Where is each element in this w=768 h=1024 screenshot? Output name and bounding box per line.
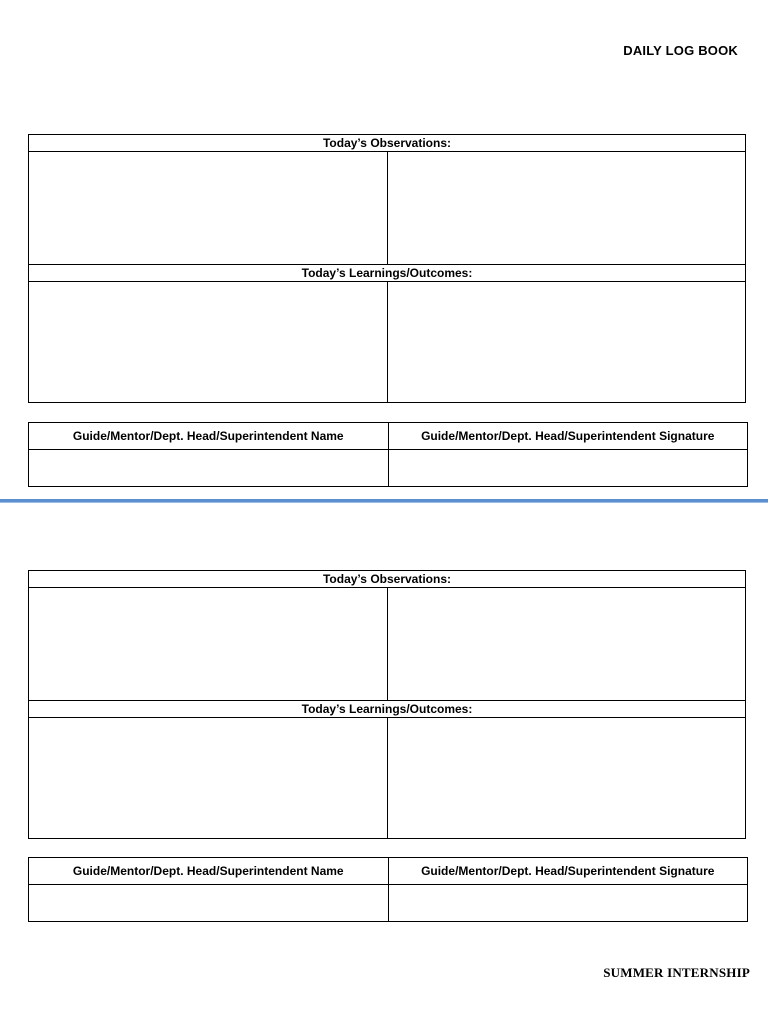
footer-title: SUMMER INTERNSHIP [603, 965, 750, 980]
mentor-table-1 [28, 422, 748, 487]
observations-right-cell[interactable] [387, 152, 746, 265]
observations-left-cell[interactable] [29, 588, 388, 701]
observations-label: Today’s Observations: [29, 571, 746, 588]
log-table-1 [28, 134, 746, 403]
mentor-name-label: Guide/Mentor/Dept. Head/Superintendent Name [29, 423, 389, 450]
log-table-2 [28, 570, 746, 839]
mentor-name-label: Guide/Mentor/Dept. Head/Superintendent Name [29, 858, 389, 885]
page-title: DAILY LOG BOOK [623, 43, 738, 58]
learnings-left-cell[interactable] [29, 718, 388, 839]
mentor-name-field[interactable] [29, 885, 389, 922]
mentor-name-field[interactable] [29, 450, 389, 487]
learnings-label: Today’s Learnings/Outcomes: [29, 701, 746, 718]
learnings-label: Today’s Learnings/Outcomes: [29, 265, 746, 282]
observations-label: Today’s Observations: [29, 135, 746, 152]
learnings-right-cell[interactable] [387, 718, 746, 839]
observations-left-cell[interactable] [29, 152, 388, 265]
learnings-left-cell[interactable] [29, 282, 388, 403]
mentor-signature-field[interactable] [388, 885, 748, 922]
learnings-right-cell[interactable] [387, 282, 746, 403]
mentor-signature-label: Guide/Mentor/Dept. Head/Superintendent Signature [388, 858, 748, 885]
mentor-signature-label: Guide/Mentor/Dept. Head/Superintendent Signature [388, 423, 748, 450]
section-divider [0, 499, 768, 503]
observations-right-cell[interactable] [387, 588, 746, 701]
mentor-signature-field[interactable] [388, 450, 748, 487]
mentor-table-2 [28, 857, 748, 922]
